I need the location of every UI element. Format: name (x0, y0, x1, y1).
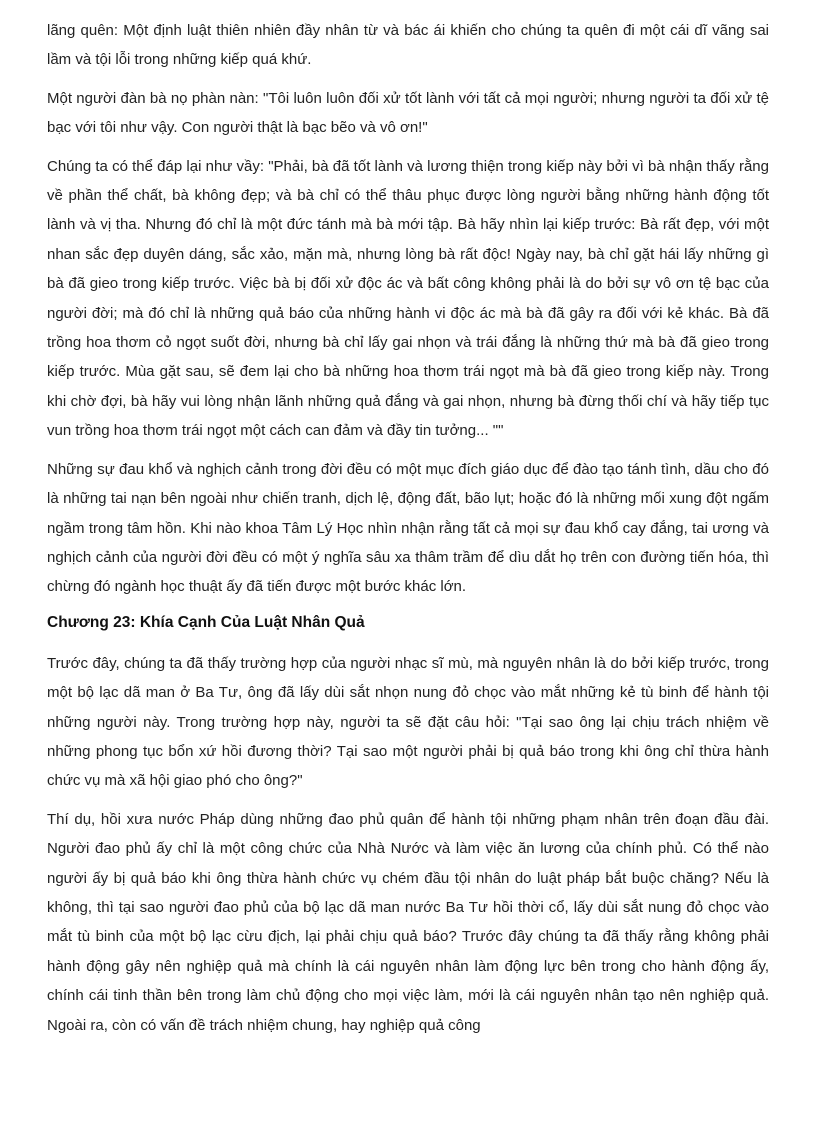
paragraph-2: Một người đàn bà nọ phàn nàn: "Tôi luôn luôn đối xử tốt lành với tất cả mọi người; nhưng người ta đối xử tệ bạc với tôi như vậy. Con người thật là bạc bẽo và vô ơn!" (47, 89, 769, 137)
paragraph-6: Thí dụ, hồi xưa nước Pháp dùng những đao phủ quân để hành tội những phạm nhân trên đoạn đầu đài. Người đao phủ ấy chỉ là một công chức của Nhà Nước và làm việc ăn lương của chính phủ. Có thể nào người ấy bị quả báo khi ông thừa hành chức vụ chém đầu tội nhân do luật pháp bắt buộc chăng? Nếu là không, thì tại sao người đao phủ của bộ lạc dã man nước Ba Tư hồi thời cổ, lấy dùi sắt nung đỏ chọc vào mắt tù binh của một bộ lạc cừu địch, lại phải chịu quả báo? Trước đây chúng ta đã thấy rằng không phải hành động gây nên nghiệp quả mà chính là cái nguyên nhân làm động lực bên trong cho hành động ấy, chính cái tinh thần bên trong làm chủ động cho mọi việc làm, mới là cái nguyên nhân tạo nên nghiệp quả. Ngoài ra, còn có vấn đề trách nhiệm chung, hay nghiệp quả công (47, 810, 769, 1034)
document-page (47, 16, 769, 1049)
chapter-heading: Chương 23: Khía Cạnh Của Luật Nhân Quả (47, 613, 365, 631)
paragraph-3: Chúng ta có thể đáp lại như vầy: "Phải, bà đã tốt lành và lương thiện trong kiếp này bởi vì bà nhận thấy rằng về phần thể chất, bà không đẹp; và bà chỉ có thể thâu phục được lòng người bằng những hành động tốt lành và vị tha. Nhưng đó chỉ là một đức tánh mà bà mới tập. Bà hãy nhìn lại kiếp trước: Bà rất đẹp, với một nhan sắc đẹp duyên dáng, sắc xảo, mặn mà, nhưng lòng bà rất độc! Ngày nay, bà chỉ gặt hái lấy những gì bà đã gieo trong kiếp trước. Việc bà bị đối xử độc ác và bất công không phải là do bởi sự vô ơn tệ bạc của người đời; mà đó chỉ là những quả báo của những hành vi độc ác mà bà đã gây ra đối với kẻ khác. Bà đã trồng hoa thơm cỏ ngọt suốt đời, nhưng bà chỉ lấy gai nhọn và trái đắng là những thứ mà bà đã gieo trong kiếp trước. Mùa gặt sau, sẽ đem lại cho bà những hoa thơm trái ngọt mà bà đã gieo trong kiếp này. Trong khi chờ đợi, bà hãy vui lòng nhận lãnh những quả đắng và gai nhọn, nhưng bà đừng thối chí và hãy tiếp tục vun trồng hoa thơm trái ngọt một cách can đảm và đầy tin tưởng... "" (47, 157, 769, 440)
paragraph-5: Trước đây, chúng ta đã thấy trường hợp của người nhạc sĩ mù, mà nguyên nhân là do bởi kiếp trước, trong một bộ lạc dã man ở Ba Tư, ông đã lấy dùi sắt nhọn nung đỏ chọc vào mắt những kẻ tù binh để hành tội những người này. Trong trường hợp này, người ta sẽ đặt câu hỏi: "Tại sao ông lại chịu trách nhiệm về những phong tục bổn xứ hồi đương thời? Tại sao một người phải bị quả báo trong khi ông chỉ thừa hành chức vụ mà xã hội giao phó cho ông?" (47, 654, 769, 790)
paragraph-4: Những sự đau khổ và nghịch cảnh trong đời đều có một mục đích giáo dục để đào tạo tánh tình, dầu cho đó là những tai nạn bên ngoài như chiến tranh, dịch lệ, động đất, bão lụt; hoặc đó là những mối xung đột ngấm ngầm trong tâm hồn. Khi nào khoa Tâm Lý Học nhìn nhận rằng tất cả mọi sự đau khổ cay đắng, tai ương và nghịch cảnh của người đời đều có một ý nghĩa sâu xa thâm trầm để dìu dắt họ trên con đường tiến hóa, thì chừng đó ngành học thuật ấy đã tiến được một bước khác lớn. (47, 460, 769, 596)
paragraph-1: lãng quên: Một định luật thiên nhiên đầy nhân từ và bác ái khiến cho chúng ta quên đi một cái dĩ vãng sai lầm và tội lỗi trong những kiếp quá khứ. (47, 22, 769, 69)
